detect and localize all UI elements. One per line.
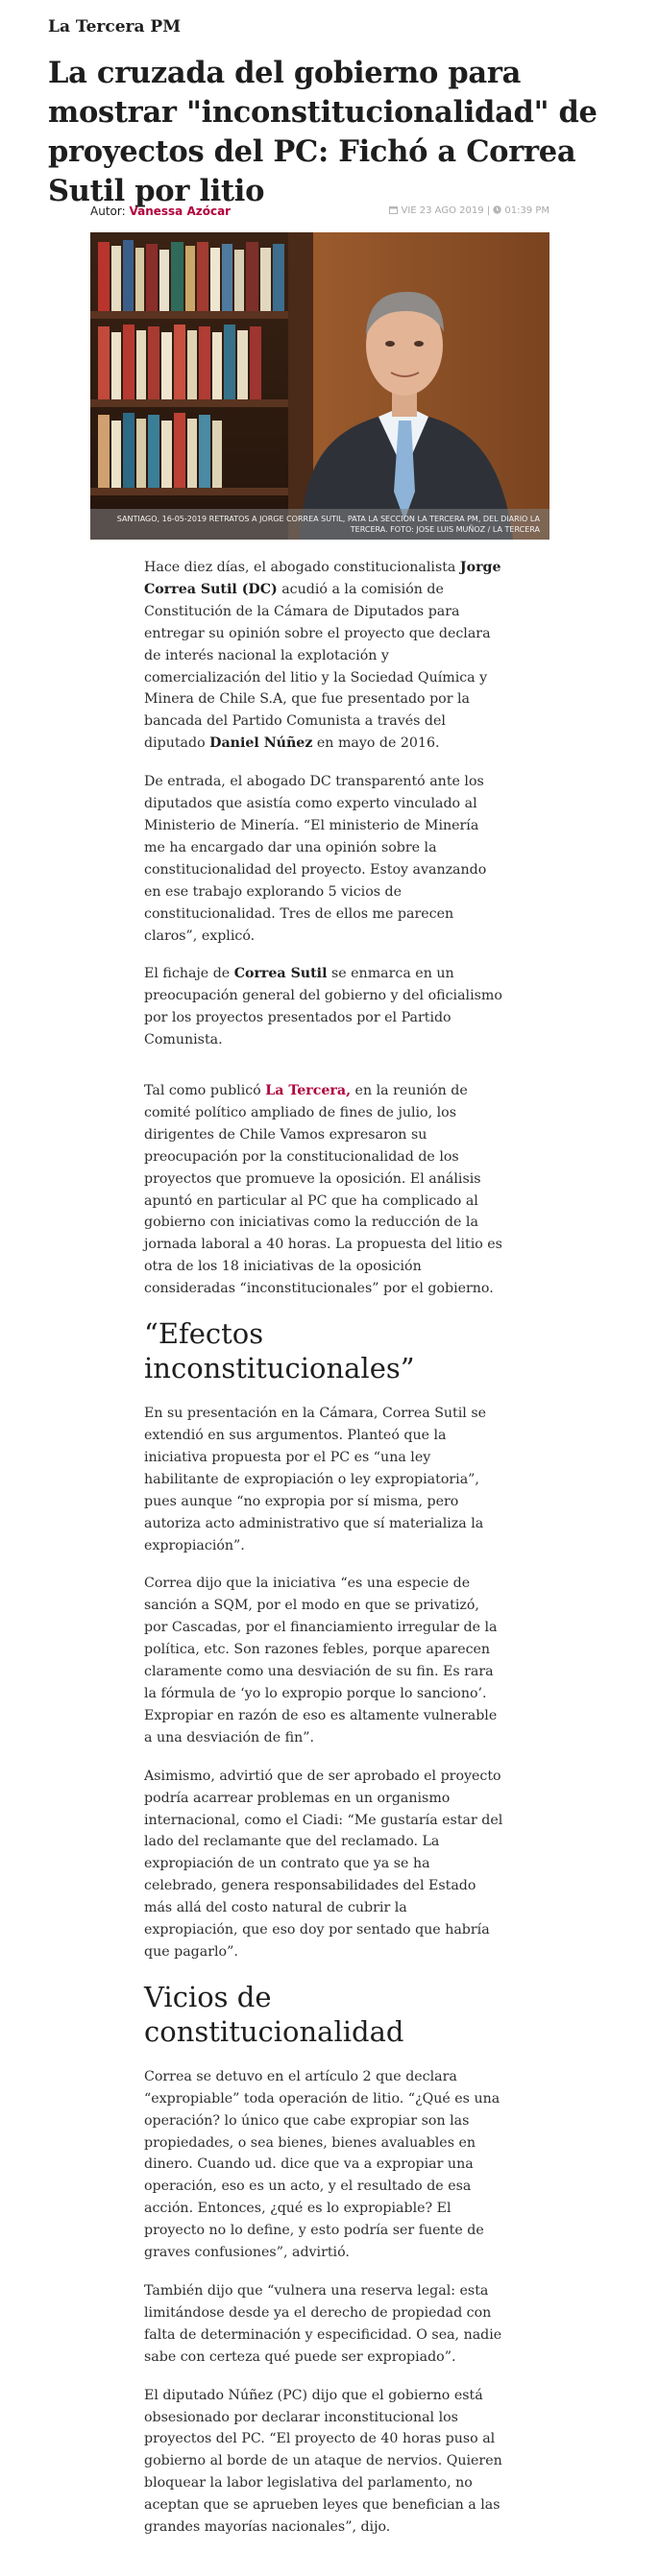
article-photo <box>90 232 549 540</box>
article-body <box>144 557 503 2555</box>
paragraph-10: El diputado Núñez (PC) dijo que el gobierno está obsesionado por declarar inconstitucional los proyectos del PC. “El proyecto de 40 horas puso al gobierno al borde de un ataque de nervios. Quieren bloquear la labor legislativa del parlamento, no aceptan que se aprueben leyes que benefician a las grandes mayorías nacionales”, dijo. <box>144 2387 502 2536</box>
paragraph-9: También dijo que “vulnera una reserva legal: esta limitándose desde ya el derecho de propiedad con falta de determinación y especificidad. O sea, nadie sabe con certeza qué puede ser expropiado”. <box>144 2283 502 2365</box>
meta-separator: | <box>486 205 491 216</box>
paragraph-2: De entrada, el abogado DC transparentó ante los diputados que asistía como experto vinculado al Ministerio de Minería. “El ministerio de Minería me ha encargado dar una opinión sobre la constitucionalidad del proyecto. Estoy avanzando en ese trabajo explorando 5 vicios de constitucionalidad. Tres de ellos me parecen claros”, explicó. <box>144 774 487 944</box>
photo-caption: SANTIAGO, 16-05-2019 RETRATOS A JORGE CORREA SUTIL, PATA LA SECCION LA TERCERA PM, DEL DIARIO LA TERCERA. FOTO: JOSE LUIS MUÑOZ / LA TERCERA <box>90 509 549 540</box>
portrait-illustration <box>90 232 549 540</box>
author-label: Autor: <box>90 205 126 218</box>
article-meta <box>90 205 549 222</box>
paragraph-5: En su presentación en la Cámara, Correa Sutil se extendió en sus argumentos. Planteó que la iniciativa propuesta por el PC es “una ley habilitante de expropiación o ley expropiatoria”, pues aunque “no expropia por sí misma, pero autoriza acto administrativo que sí materializa la expropiación”. <box>144 1406 487 1553</box>
subheading-vicios: Vicios de constitucionalidad <box>144 1980 404 2048</box>
publish-date: VIE 23 AGO 2019 <box>401 205 484 216</box>
author-link[interactable]: Vanessa Azócar <box>129 205 232 218</box>
la-tercera-link[interactable]: La Tercera, <box>265 1083 352 1099</box>
section-label[interactable]: La Tercera PM <box>48 17 182 36</box>
subheading-efectos: “Efectos inconstitucionales” <box>144 1317 415 1385</box>
publish-time: 01:39 PM <box>504 205 549 216</box>
clock-icon <box>493 205 501 217</box>
paragraph-8: Correa se detuvo en el artículo 2 que declara “expropiable” toda operación de litio. “¿Qué es una operación? lo único que cabe expropiar son las propiedades, o sea bienes, bienes avaluables en dinero. Cuando ud. dice que va a expropiar una operación, eso es un acto, y el resultado de esa acción. Entonces, ¿qué es lo expropiable? El proyecto no lo define, y esto podría ser fuente de graves confusiones”, advirtió. <box>144 2068 500 2261</box>
paragraph-7: Asimismo, advirtió que de ser aprobado el proyecto podría acarrear problemas en un organismo internacional, como el Ciadi: “Me gustaría estar del lado del reclamante que del reclamado. La expropiación de un contrato que ya se ha celebrado, genera responsabilidades del Estado más allá del costo natural de cubrir la expropiación, que eso doy por sentado que habría que pagarlo”. <box>144 1768 503 1960</box>
page-title: La cruzada del gobierno para mostrar "inconstitucionalidad" de proyectos del PC: Fichó a Correa Sutil por litio <box>48 56 598 208</box>
publish-datetime <box>389 205 549 217</box>
paragraph-6: Correa dijo que la iniciativa “es una especie de sanción a SQM, por el modo en que se privatizó, por Cascadas, por el financiamiento irregular de la política, etc. Son razones febles, porque aparecen claramente como una desviación de su fin. Es rara la fórmula de ‘yo lo expropio porque lo sanciono’. Expropiar en razón de eso es altamente vulnerable a una desviación de fin”. <box>144 1576 498 1745</box>
paragraph-3: El fichaje de Correa Sutil se enmarca en un preocupación general del gobierno y del oficialismo por los proyectos presentados por el Partido Comunista. <box>144 966 502 1048</box>
paragraph-1: Hace diez días, el abogado constitucionalista Jorge Correa Sutil (DC) acudió a la comisión de Constitución de la Cámara de Diputados para entregar su opinión sobre el proyecto que declara de interés nacional la explotación y comercialización del litio y la Sociedad Química y Minera de Chile S.A, que fue presentado por la bancada del Partido Comunista a través del diputado Daniel Núñez en mayo de 2016. <box>144 560 501 752</box>
calendar-icon <box>389 205 398 217</box>
paragraph-4: Tal como publicó La Tercera, en la reunión de comité político ampliado de fines de julio, los dirigentes de Chile Vamos expresaron su preocupación por la constitucionalidad de los proyectos que promueve la oposición. El análisis apuntó en particular al PC que ha complicado al gobierno con iniciativas como la reducción de la jornada laboral a 40 horas. La propuesta del litio es otra de los 18 iniciativas de la oposición consideradas “inconstitucionales” por el gobierno. <box>144 1083 502 1297</box>
